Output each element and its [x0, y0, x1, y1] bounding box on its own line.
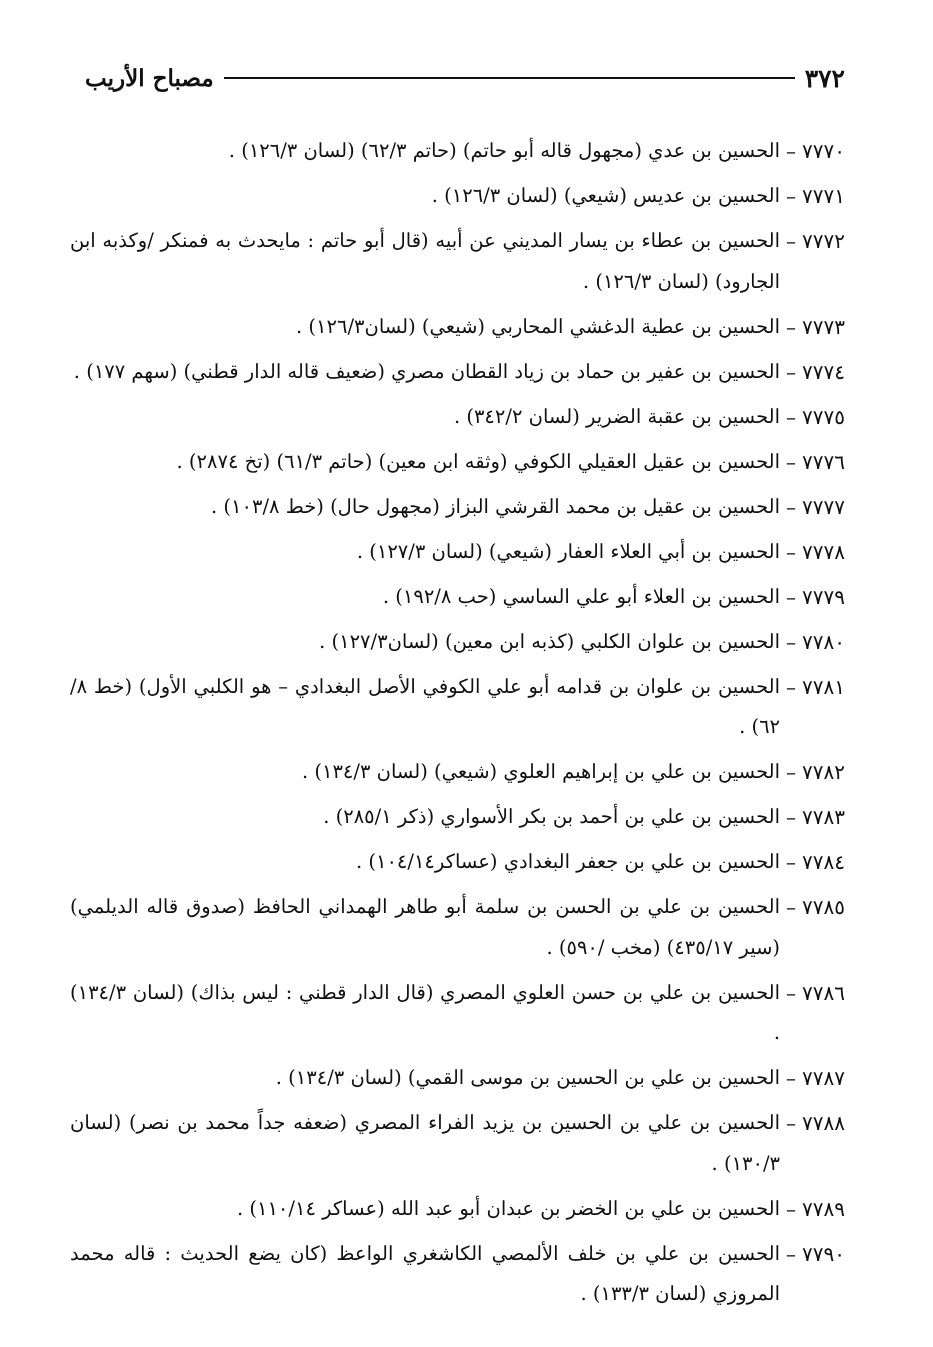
entry-text: الحسين بن عطية الدغشي المحاربي (شيعي) (لسان١٢٦/٣) . — [296, 314, 781, 338]
entry-number: ٧٧٨٤ — [802, 850, 845, 874]
entry-text: الحسين بن علي بن إبراهيم العلوي (شيعي) (لسان ١٣٤/٣) . — [301, 760, 781, 783]
entry-number: ٧٧٧٧ — [802, 494, 845, 519]
entry-dash: – — [786, 805, 797, 829]
entry-row — [70, 667, 845, 748]
entry-number: ٧٧٧٠ — [802, 139, 845, 163]
entry-dash: – — [786, 1111, 797, 1135]
entry-dash: – — [786, 359, 797, 384]
entry-number: ٧٧٧٣ — [802, 314, 845, 339]
entry-dash: – — [786, 895, 797, 919]
entry-dash: – — [786, 184, 797, 208]
entry-text: الحسين بن عديس (شيعي) (لسان ١٢٦/٣) . — [431, 184, 781, 207]
entry-dash: – — [786, 494, 797, 519]
entry-row — [70, 622, 845, 663]
entry-row — [70, 1189, 845, 1230]
entry-text: الحسين بن علي بن الخضر بن عبدان أبو عبد الله (عساكر ١١٠/١٤) . — [236, 1196, 781, 1220]
entry-number: ٧٧٧٦ — [802, 449, 845, 474]
entry-row — [70, 397, 845, 438]
entry-row — [70, 752, 845, 793]
entry-dash: – — [786, 980, 797, 1005]
entry-row — [70, 487, 845, 528]
entry-text: الحسين بن علي بن أحمد بن بكر الأسواري (ذكر ٢٨٥/١) . — [323, 805, 781, 828]
entry-number: ٧٧٨٢ — [802, 760, 845, 784]
entry-text: الحسين بن علي بن حسن العلوي المصري (قال الدار قطني : ليس بذاك) (لسان ١٣٤/٣) . — [70, 980, 781, 1044]
entry-row — [70, 221, 845, 302]
entry-dash: – — [786, 404, 797, 429]
entry-text: الحسين بن علي بن جعفر البغدادي (عساكر١٠٤/١٤) . — [355, 850, 781, 873]
entry-dash: – — [786, 760, 797, 784]
entry-row — [70, 176, 845, 217]
entry-text: الحسين بن عقيل بن محمد القرشي البزاز (مجهول حال) (خط ١٠٣/٨) . — [211, 494, 781, 518]
entry-row — [70, 442, 845, 483]
entry-number: ٧٧٨٩ — [802, 1196, 845, 1221]
entry-row — [70, 577, 845, 618]
entry-row — [70, 842, 845, 883]
entry-text: الحسين بن علوان الكلبي (كذبه ابن معين) (لسان١٢٧/٣) . — [319, 629, 781, 653]
entry-row — [70, 973, 845, 1054]
entry-number: ٧٧٨٧ — [802, 1066, 845, 1090]
entry-dash: – — [786, 1241, 797, 1266]
entry-text: الحسين بن أبي العلاء العفار (شيعي) (لسان ١٢٧/٣) . — [356, 539, 781, 563]
entry-number: ٧٧٨٥ — [802, 895, 845, 919]
entry-row — [70, 532, 845, 573]
page-number: ٣٧٢ — [804, 63, 845, 93]
entry-text: الحسين بن عفير بن حماد بن زياد القطان مصري (ضعيف قاله الدار قطني) (سهم ١٧٧) . — [73, 359, 781, 383]
entry-dash: – — [786, 674, 797, 699]
entry-row — [70, 1103, 845, 1184]
entry-text: الحسين بن علي بن الحسن بن سلمة أبو طاهر الهمداني الحافظ (صدوق قاله الديلمي) (سير ٤٣٥/١٧) (مخب /٥٩٠) . — [70, 895, 781, 959]
entry-dash: – — [786, 139, 797, 163]
entry-dash: – — [786, 850, 797, 874]
entry-text: الحسين بن عقبة الضرير (لسان ٣٤٢/٢) . — [453, 404, 781, 428]
entry-text: الحسين بن عدي (مجهول قاله أبو حاتم) (حاتم ٦٢/٣) (لسان ١٢٦/٣) . — [228, 139, 781, 162]
entry-row — [70, 1234, 845, 1315]
entry-number: ٧٧٨٦ — [802, 980, 845, 1005]
entry-text: الحسين بن عقيل العقيلي الكوفي (وثقه ابن معين) (حاتم ٦١/٣) (تخ ٢٨٧٤) . — [176, 449, 781, 473]
entry-text: الحسين بن العلاء أبو علي الساسي (حب ١٩٢/٨) . — [382, 584, 781, 608]
entry-dash: – — [786, 629, 797, 654]
entry-number: ٧٧٧٨ — [802, 539, 845, 564]
entry-row — [70, 887, 845, 968]
entry-number: ٧٧٧١ — [802, 184, 845, 208]
entry-dash: – — [786, 314, 797, 339]
entry-number: ٧٧٧٤ — [802, 359, 845, 384]
entry-number: ٧٧٨١ — [802, 674, 845, 699]
entry-row — [70, 797, 845, 838]
page-header — [85, 58, 845, 98]
entry-dash: – — [786, 229, 797, 253]
entry-row — [70, 307, 845, 348]
entry-dash: – — [786, 539, 797, 564]
entry-list — [70, 131, 845, 1319]
entry-dash: – — [786, 1066, 797, 1090]
entry-number: ٧٧٨٠ — [802, 629, 845, 654]
entry-text: الحسين بن علي بن الحسين بن يزيد الفراء المصري (ضعفه جداً محمد بن نصر) (لسان ١٣٠/٣) . — [70, 1111, 781, 1175]
entry-number: ٧٧٨٣ — [802, 805, 845, 829]
entry-text: الحسين بن عطاء بن يسار المديني عن أبيه (قال أبو حاتم : مايحدث به فمنكر /وكذبه ابن الجارود) (لسان ١٢٦/٣) . — [70, 229, 781, 293]
entry-dash: – — [786, 584, 797, 609]
entry-number: ٧٧٧٥ — [802, 404, 845, 429]
entry-text: الحسين بن علوان بن قدامه أبو علي الكوفي الأصل البغدادي – هو الكلبي الأول) (خط ٨/ ٦٢) . — [70, 674, 781, 738]
entry-dash: – — [786, 1196, 797, 1221]
entry-number: ٧٧٧٩ — [802, 584, 845, 609]
book-title: مصباح الأريب — [85, 64, 214, 92]
entry-dash: – — [786, 449, 797, 474]
entry-number: ٧٧٩٠ — [802, 1241, 845, 1266]
entry-number: ٧٧٨٨ — [802, 1111, 845, 1135]
entry-text: الحسين بن علي بن خلف الألمصي الكاشغري الواعظ (كان يضع الحديث : قاله محمد المروزي (لسان ١٣٣/٣) . — [70, 1241, 781, 1305]
header-rule — [224, 77, 795, 79]
entry-row — [70, 1058, 845, 1099]
entry-number: ٧٧٧٢ — [802, 229, 845, 253]
entry-text: الحسين بن علي بن الحسين بن موسى القمي) (لسان ١٣٤/٣) . — [275, 1066, 781, 1089]
entry-row — [70, 352, 845, 393]
entry-row — [70, 131, 845, 172]
